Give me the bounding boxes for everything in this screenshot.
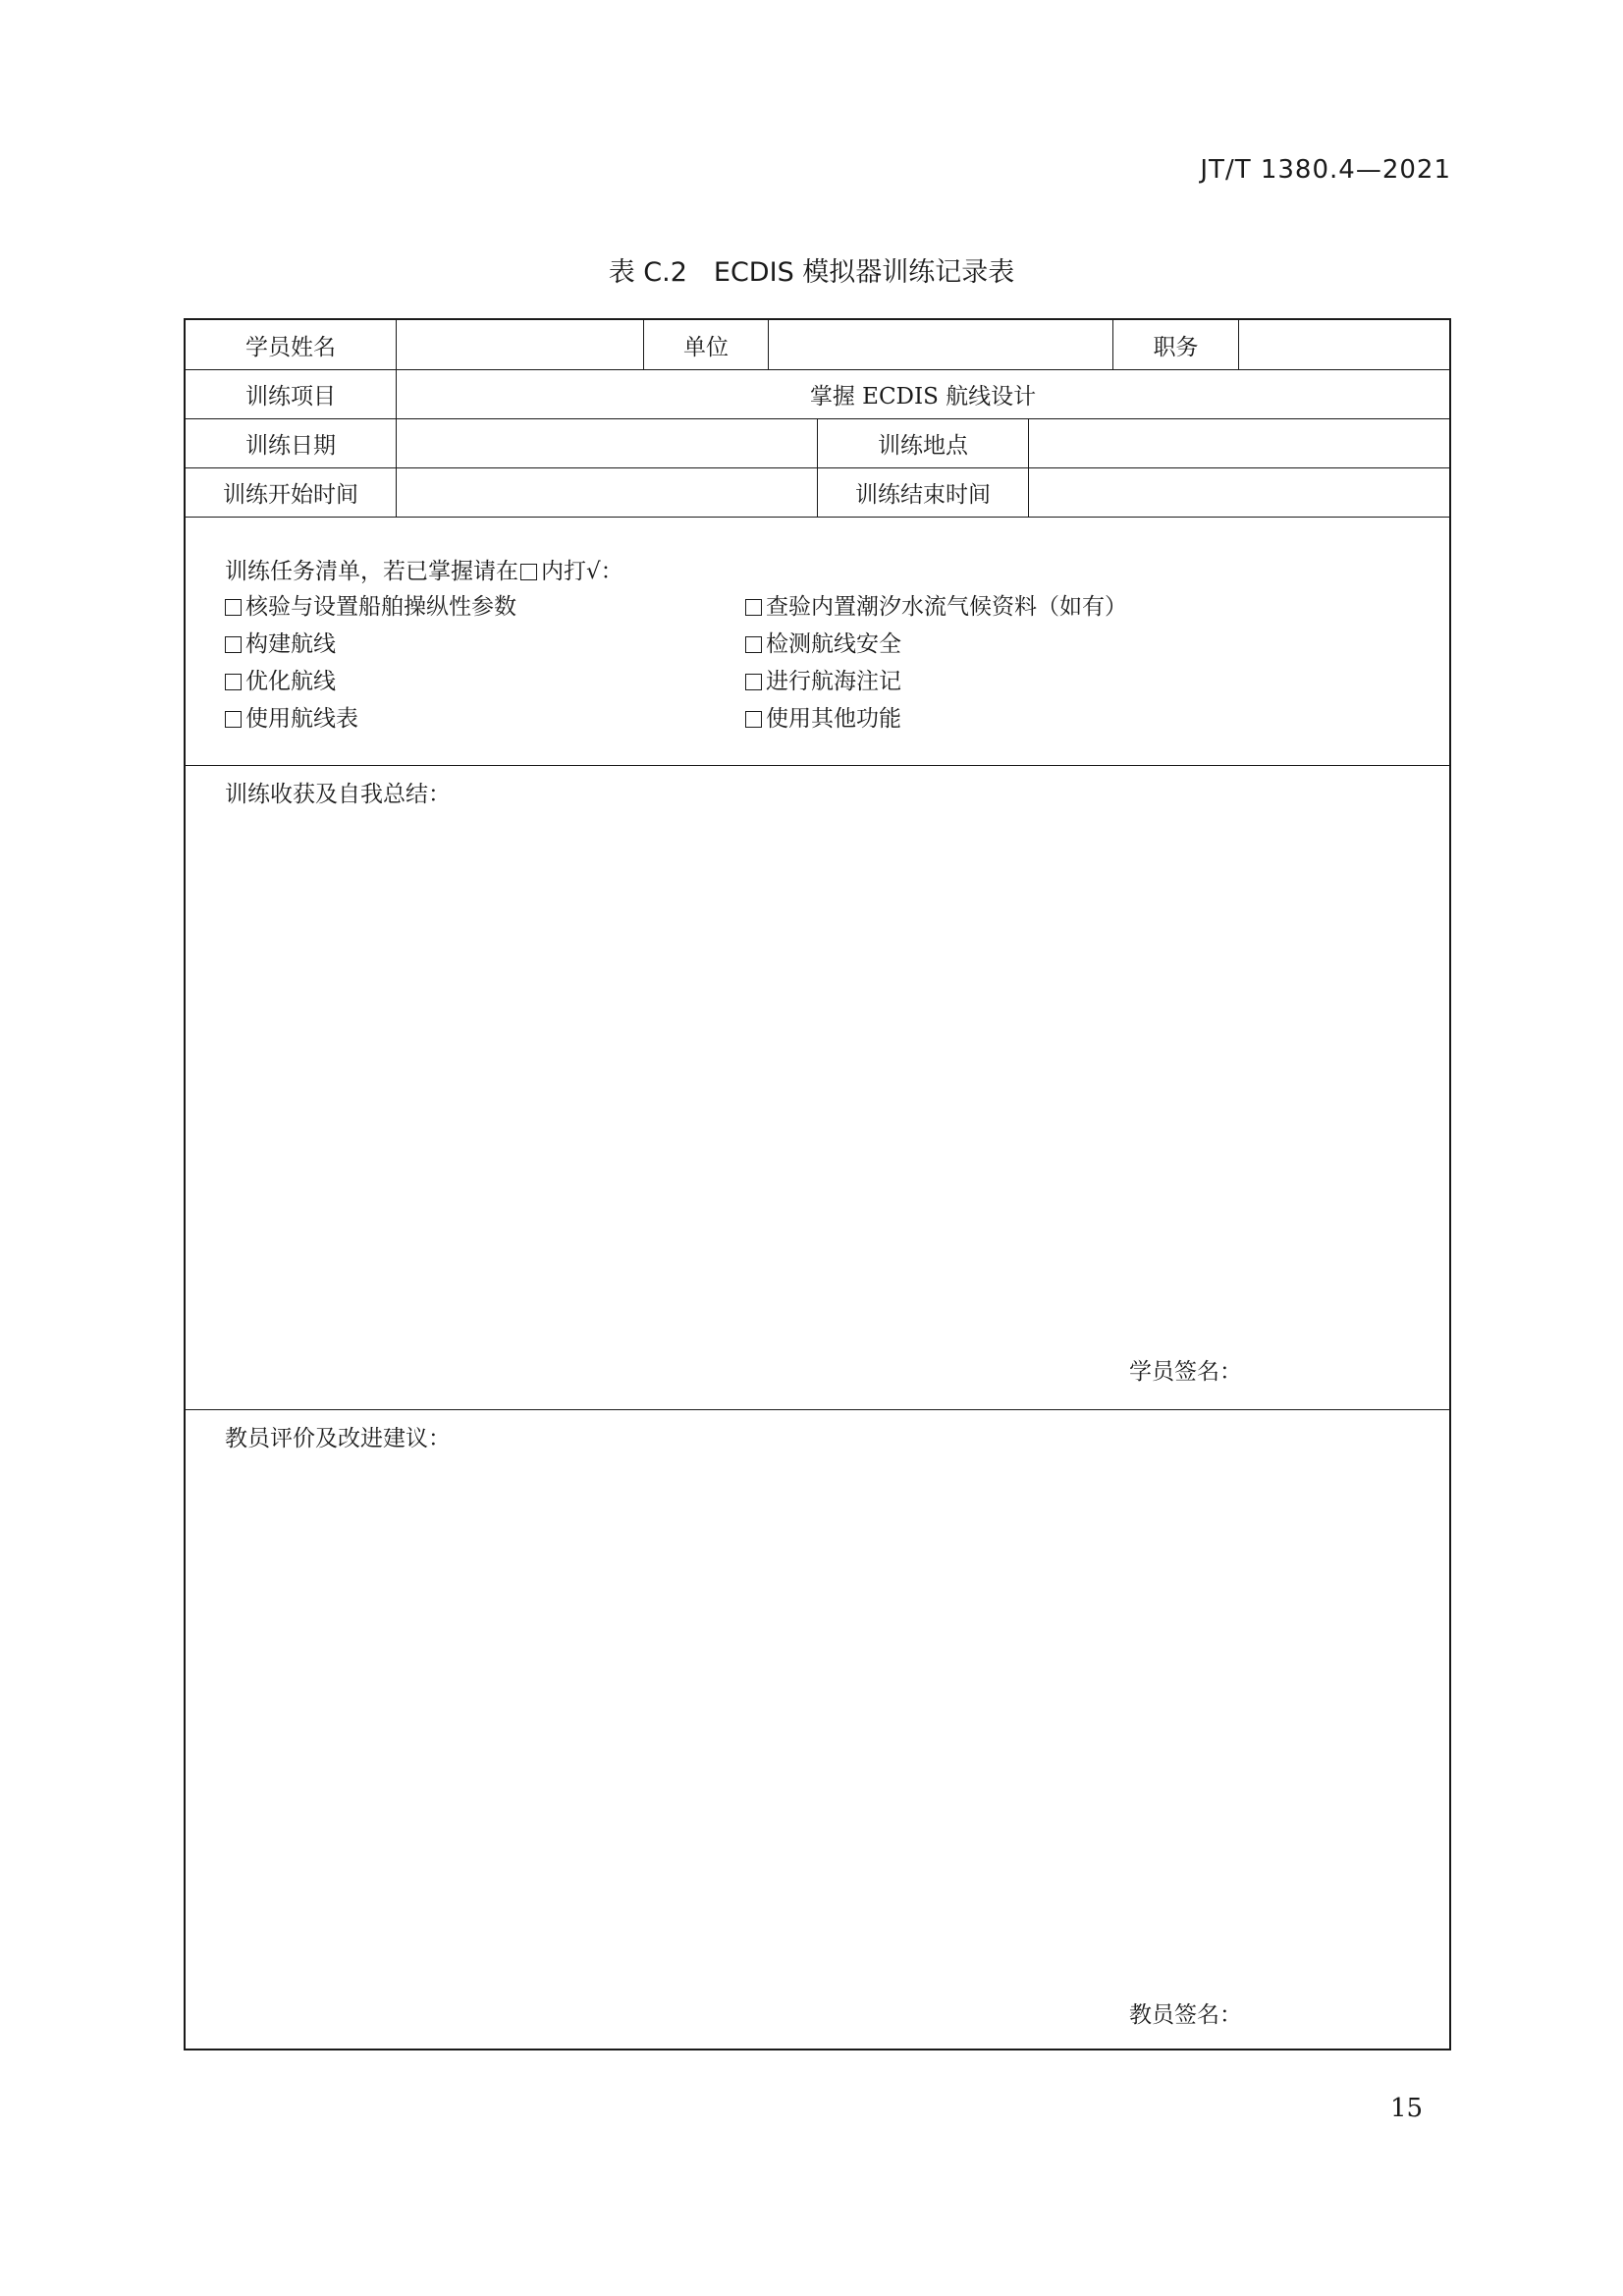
row-time bbox=[186, 468, 1449, 518]
self-summary-label: 训练收获及自我总结： bbox=[225, 782, 451, 807]
checkbox-icon[interactable] bbox=[745, 599, 762, 616]
instructor-evaluation-section[interactable] bbox=[186, 1410, 1449, 2049]
row-training-item bbox=[186, 370, 1449, 419]
start-time-label: 训练开始时间 bbox=[186, 468, 397, 517]
task-checklist-heading bbox=[225, 553, 623, 585]
student-signature-label: 学员签名： bbox=[1129, 1359, 1242, 1385]
task-item[interactable]: 核验与设置船舶操纵性参数 bbox=[225, 588, 516, 621]
end-time-label: 训练结束时间 bbox=[818, 468, 1029, 517]
instructor-evaluation-label: 教员评价及改进建议： bbox=[225, 1426, 451, 1451]
document-code: JT/T 1380.4—2021 bbox=[1200, 155, 1451, 185]
checkbox-icon[interactable] bbox=[745, 636, 762, 653]
task-item[interactable]: 使用其他功能 bbox=[745, 700, 901, 733]
checkbox-icon[interactable] bbox=[745, 674, 762, 690]
task-item[interactable]: 查验内置潮汐水流气候资料（如有） bbox=[745, 588, 1127, 621]
start-time-field[interactable] bbox=[397, 468, 818, 517]
checkbox-icon[interactable] bbox=[225, 599, 242, 616]
checkbox-icon[interactable] bbox=[225, 711, 242, 728]
checkbox-icon[interactable] bbox=[225, 674, 242, 690]
task-heading-text: 训练任务清单，若已掌握请在 bbox=[225, 559, 518, 584]
task-item[interactable]: 进行航海注记 bbox=[745, 663, 901, 695]
task-item[interactable]: 优化航线 bbox=[225, 663, 336, 695]
student-name-label: 学员姓名 bbox=[186, 320, 397, 369]
unit-label: 单位 bbox=[644, 320, 769, 369]
training-date-field[interactable] bbox=[397, 419, 818, 467]
student-name-field[interactable] bbox=[397, 320, 644, 369]
table-title: 表 C.2 ECDIS 模拟器训练记录表 bbox=[608, 257, 1015, 288]
unit-field[interactable] bbox=[769, 320, 1113, 369]
end-time-field[interactable] bbox=[1029, 468, 1449, 517]
task-item[interactable]: 检测航线安全 bbox=[745, 626, 901, 658]
position-label: 职务 bbox=[1113, 320, 1239, 369]
row-date-location bbox=[186, 419, 1449, 468]
checkbox-icon[interactable] bbox=[745, 711, 762, 728]
checkbox-icon[interactable] bbox=[225, 636, 242, 653]
checkbox-icon bbox=[520, 564, 537, 580]
training-item-value: 掌握 ECDIS 航线设计 bbox=[809, 384, 1037, 410]
page-number: 15 bbox=[1390, 2094, 1424, 2123]
instructor-signature-label: 教员签名： bbox=[1129, 2002, 1242, 2028]
training-location-label: 训练地点 bbox=[818, 419, 1029, 467]
task-heading-suffix: 内打√： bbox=[541, 559, 623, 584]
self-summary-section[interactable] bbox=[186, 766, 1449, 1410]
training-item-label: 训练项目 bbox=[186, 370, 397, 418]
training-record-form bbox=[184, 318, 1451, 2050]
training-location-field[interactable] bbox=[1029, 419, 1449, 467]
row-student-info bbox=[186, 320, 1449, 370]
training-date-label: 训练日期 bbox=[186, 419, 397, 467]
task-item[interactable]: 使用航线表 bbox=[225, 700, 358, 733]
task-item[interactable]: 构建航线 bbox=[225, 626, 336, 658]
task-checklist-section bbox=[186, 518, 1449, 766]
position-field[interactable] bbox=[1239, 320, 1449, 369]
